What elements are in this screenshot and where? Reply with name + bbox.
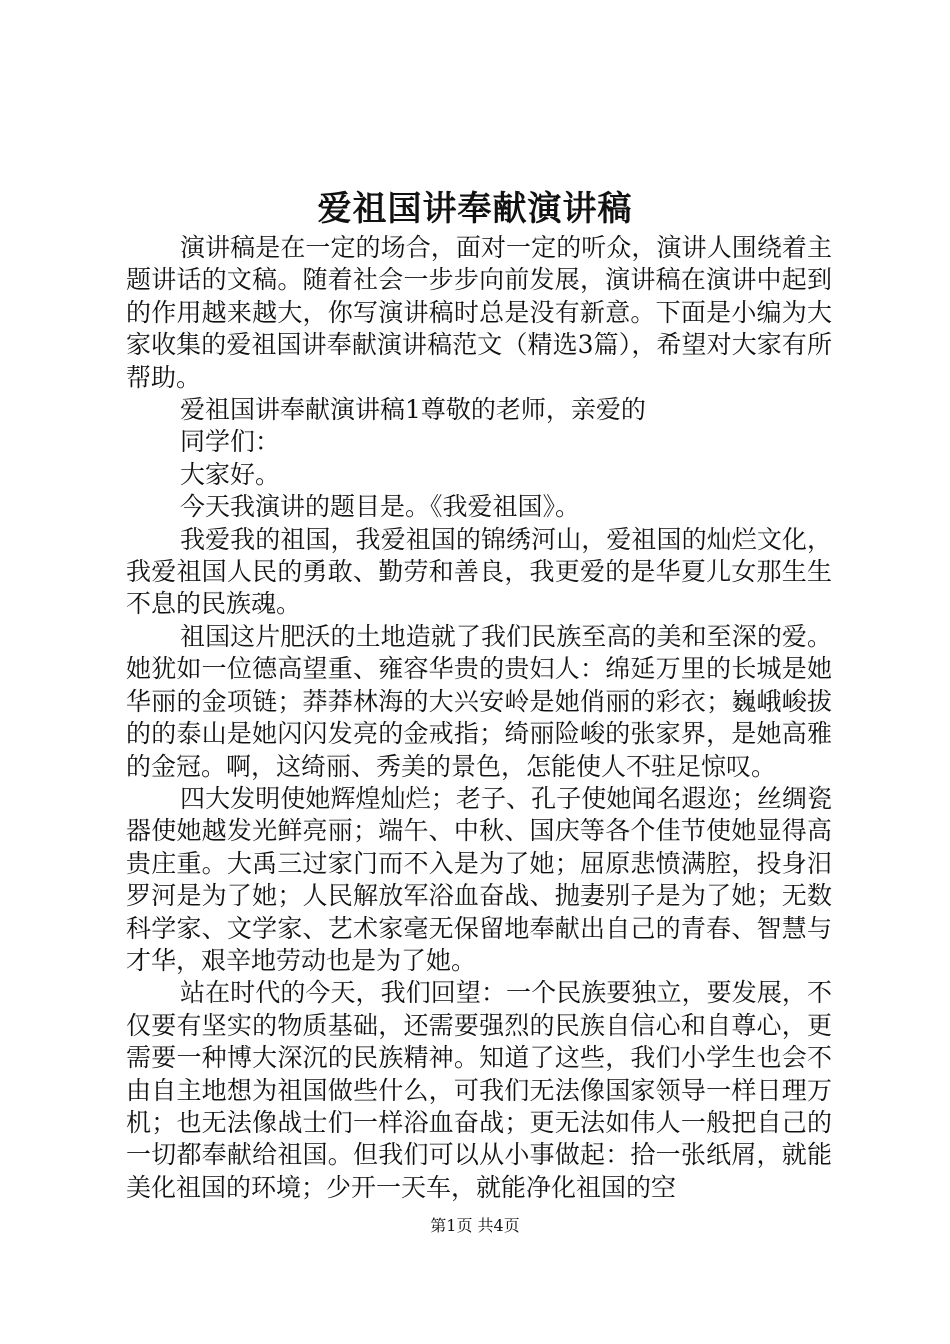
paragraph: 大家好。 [180,459,281,489]
paragraph: 今天我演讲的题目是。《我爱祖国》。 [180,492,581,522]
document-title: 爱祖国讲奉献演讲稿 [317,189,633,229]
paragraph: 演讲稿是在一定的场合，面对一定的听众，演讲人围绕着主题讲话的文稿。随着社会一步步向前发展，演讲稿在演讲中起到的作用越来越大，你写演讲稿时总是没有新意。下面是小编为大家收集的爱祖国讲奉献演讲稿范文（精选3篇），希望对大家有所帮助。 [126,233,832,392]
document-body [126,232,832,1204]
paragraph: 爱祖国讲奉献演讲稿1尊敬的老师，亲爱的 [180,395,646,425]
paragraph: 四大发明使她辉煌灿烂；老子、孔子使她闻名遐迩；丝绸瓷器使她越发光鲜亮丽；端午、中秋、国庆等各个佳节使她显得高贵庄重。大禹三过家门而不入是为了她；屈原悲愤满腔，投身汨罗河是为了她；人民解放军浴血奋战、抛妻别子是为了她；无数科学家、文学家、艺术家毫无保留地奉献出自己的青春、智慧与才华，艰辛地劳动也是为了她。 [126,783,832,975]
paragraph: 站在时代的今天，我们回望：一个民族要独立，要发展，不仅要有坚实的物质基础，还需要强烈的民族自信心和自尊心，更需要一种博大深沉的民族精神。知道了这些，我们小学生也会不由自主地想为祖国做些什么，可我们无法像国家领导一样日理万机；也无法像战士们一样浴血奋战；更无法如伟人一般把自己的一切都奉献给祖国。但我们可以从小事做起：拾一张纸屑，就能美化祖国的环境；少开一天车，就能净化祖国的空 [126,978,832,1202]
paragraph: 祖国这片肥沃的土地造就了我们民族至高的美和至深的爱。她犹如一位德高望重、雍容华贵的贵妇人：绵延万里的长城是她华丽的金项链；莽莽林海的大兴安岭是她俏丽的彩衣；巍峨峻拔的的泰山是她闪闪发亮的金戒指；绮丽险峻的张家界，是她高雅的金冠。啊，这绮丽、秀美的景色，怎能使人不驻足惊叹。 [126,621,832,781]
paragraph: 我爱我的祖国，我爱祖国的锦绣河山，爱祖国的灿烂文化，我爱祖国人民的勇敢、勤劳和善良，我更爱的是华夏儿女那生生不息的民族魂。 [126,524,832,619]
page-footer: 第1页 共4页 [430,1216,520,1235]
paragraph: 同学们： [180,427,281,457]
